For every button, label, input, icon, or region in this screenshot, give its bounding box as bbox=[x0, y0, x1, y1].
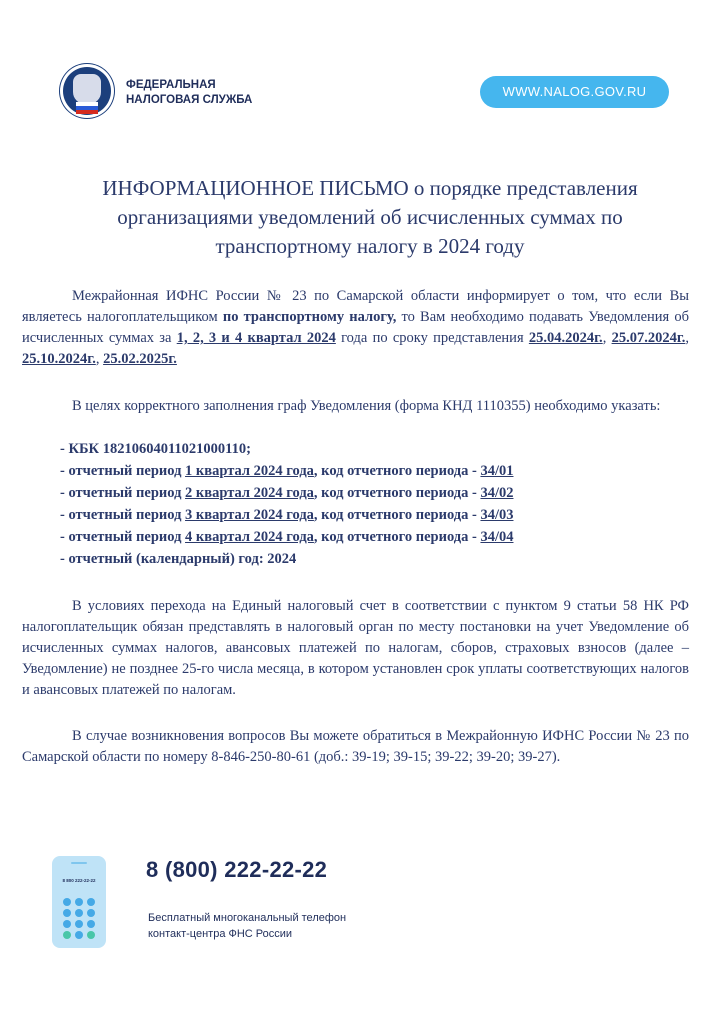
phone-icon bbox=[52, 856, 106, 948]
org-name-line1: ФЕДЕРАЛЬНАЯ bbox=[126, 79, 216, 91]
paragraph-ens: В условиях перехода на Единый налоговый счет в соответствии с пунктом 9 статьи 58 НК РФ налогоплательщик обязан представлять в налоговый орган по месту постановки на учет Уведомление об исчисленных суммах налогов, авансовых платежей по налогам, сборов, страховых взносов (далее – Уведомление) не позднее 25-го числа месяца, в котором установлен срок уплаты соответствующих налогов и авансовых платежей по налогам. bbox=[22, 598, 689, 698]
hotline-desc-line2: контакт-центра ФНС России bbox=[148, 928, 293, 940]
p1-text-e: года по сроку представления bbox=[335, 330, 529, 346]
hotline-desc-line1: Бесплатный многоканальный телефон bbox=[148, 912, 347, 924]
p1-date-4: 25.02.2025г. bbox=[103, 351, 177, 367]
list-item-period: - отчетный период 2 квартал 2024 года, код отчетного периода - 34/02 bbox=[60, 485, 514, 501]
paragraph-contacts: В случае возникновения вопросов Вы можете обратиться в Межрайонную ИФНС России № 23 по Самарской области по номеру 8-846-250-80-61 (доб.: 39-19; 39-15; 39-22; 39-20; 39-27). bbox=[22, 728, 689, 765]
list-item-period: - отчетный период 4 квартал 2024 года, код отчетного периода - 34/04 bbox=[60, 529, 514, 545]
p1-text-a: Межрайонная ИФНС России № 23 по Самарской области информирует о том, что если Вы являетесь налогоплательщиком bbox=[22, 288, 689, 325]
list-item-period: - отчетный период 1 квартал 2024 года, код отчетного периода - 34/01 bbox=[60, 463, 514, 479]
title-line3: транспортному налогу в 2024 году bbox=[215, 234, 525, 258]
header bbox=[60, 64, 680, 124]
p1-date-2: 25.07.2024г. bbox=[611, 330, 686, 346]
title-line1: ИНФОРМАЦИОННОЕ ПИСЬМО о порядке представления bbox=[102, 176, 638, 200]
title-line2: организациями уведомлений об исчисленных суммах по bbox=[117, 205, 623, 229]
list-item-kbk: - КБК 18210604011021000110; bbox=[60, 441, 251, 457]
p1-sep-1: , bbox=[602, 330, 612, 346]
paragraph-intro bbox=[22, 286, 689, 370]
p1-tax-type: по транспортному налогу, bbox=[222, 309, 397, 325]
p1-sep-3: , bbox=[95, 351, 104, 367]
p1-quarters: 1, 2, 3 и 4 квартал 2024 bbox=[176, 330, 336, 346]
p1-date-1: 25.04.2024г. bbox=[528, 330, 603, 346]
list-item-year: - отчетный (календарный) год: 2024 bbox=[60, 551, 297, 567]
p1-sep-2: , bbox=[685, 330, 690, 346]
p1-date-3: 25.10.2024г. bbox=[22, 351, 96, 367]
requirements-list bbox=[60, 438, 513, 570]
hotline-description bbox=[148, 910, 346, 942]
website-button[interactable]: WWW.NALOG.GOV.RU bbox=[480, 76, 669, 108]
phone-screen-number: 8 800 222-22-22 bbox=[62, 878, 96, 883]
org-name-line2: НАЛОГОВАЯ СЛУЖБА bbox=[126, 94, 253, 106]
hotline-number[interactable]: 8 (800) 222-22-22 bbox=[146, 857, 328, 882]
org-name bbox=[126, 78, 252, 108]
p1-text-c: то Вам необходимо подавать Уведомления об исчисленных суммах за bbox=[22, 309, 689, 346]
fns-emblem-icon bbox=[60, 64, 114, 118]
page-title bbox=[60, 174, 680, 261]
paragraph-requirements: В целях корректного заполнения граф Уведомления (форма КНД 1110355) необходимо указать: bbox=[72, 398, 661, 414]
list-item-period: - отчетный период 3 квартал 2024 года, код отчетного периода - 34/03 bbox=[60, 507, 514, 523]
